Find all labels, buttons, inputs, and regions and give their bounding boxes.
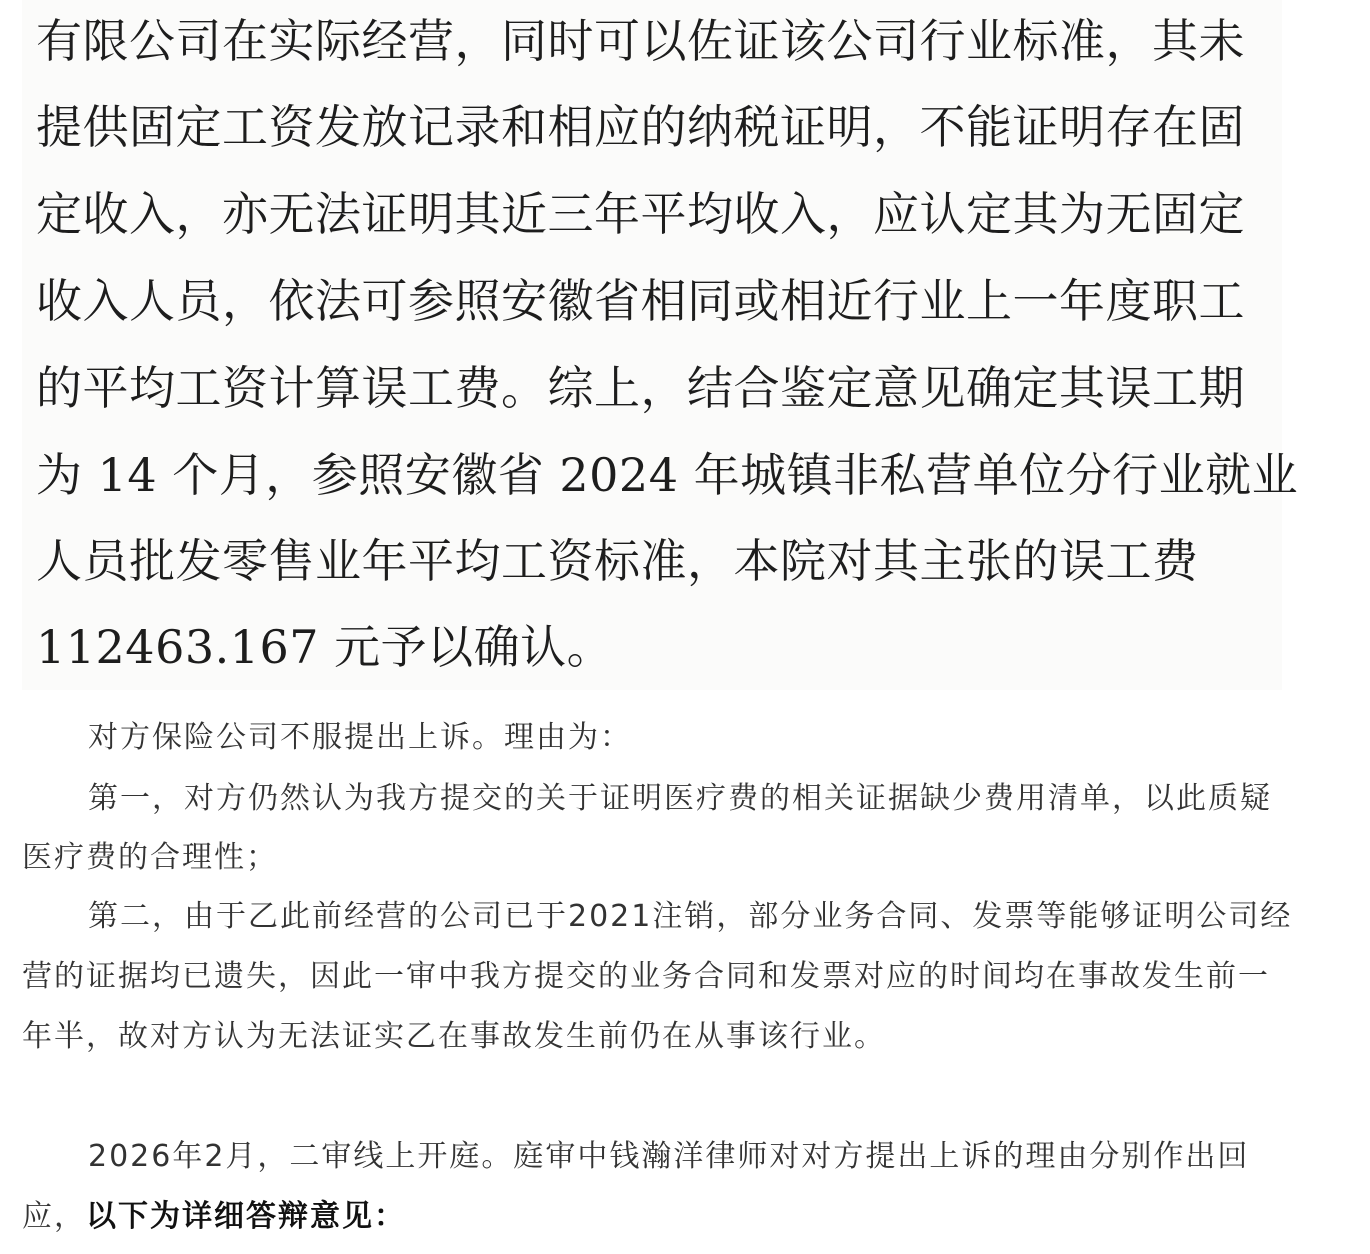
hearing-paragraph-cont <box>22 1197 406 1237</box>
scan-line: 人员批发零售业年平均工资标准，本院对其主张的误工费 <box>36 534 1199 588</box>
first-reason-paragraph: 第一，对方仍然认为我方提交的关于证明医疗费的相关证据缺少费用清单，以此质疑 <box>88 781 1272 816</box>
scan-line: 收入人员，依法可参照安徽省相同或相近行业上一年度职工 <box>36 274 1245 328</box>
hearing-text: 应， <box>22 1199 86 1234</box>
scan-line: 有限公司在实际经营，同时可以佐证该公司行业标准，其未 <box>36 14 1245 68</box>
second-reason-paragraph-cont: 年半，故对方认为无法证实乙在事故发生前仍在从事该行业。 <box>22 1019 886 1054</box>
scan-line: 112463.167 元予以确认。 <box>36 620 614 674</box>
scan-line: 为 14 个月，参照安徽省 2024 年城镇非私营单位分行业就业 <box>36 448 1299 502</box>
first-reason-paragraph-cont: 医疗费的合理性； <box>22 840 278 875</box>
judgment-scan-image <box>22 0 1299 690</box>
scan-line: 的平均工资计算误工费。综上，结合鉴定意见确定其误工期 <box>36 361 1245 415</box>
scan-line: 定收入，亦无法证明其近三年平均收入，应认定其为无固定 <box>36 187 1245 241</box>
second-reason-paragraph-cont: 营的证据均已遗失，因此一审中我方提交的业务合同和发票对应的时间均在事故发生前一 <box>22 959 1270 994</box>
appeal-intro-paragraph: 对方保险公司不服提出上诉。理由为： <box>88 720 632 755</box>
hearing-paragraph: 2026年2月，二审线上开庭。庭审中钱瀚洋律师对对方提出上诉的理由分别作出回 <box>88 1139 1250 1174</box>
second-reason-paragraph: 第二，由于乙此前经营的公司已于2021注销，部分业务合同、发票等能够证明公司经 <box>88 899 1293 934</box>
scan-line: 提供固定工资发放记录和相应的纳税证明，不能证明存在固 <box>36 100 1245 154</box>
defense-opinion-heading: 以下为详细答辩意见： <box>86 1199 406 1234</box>
